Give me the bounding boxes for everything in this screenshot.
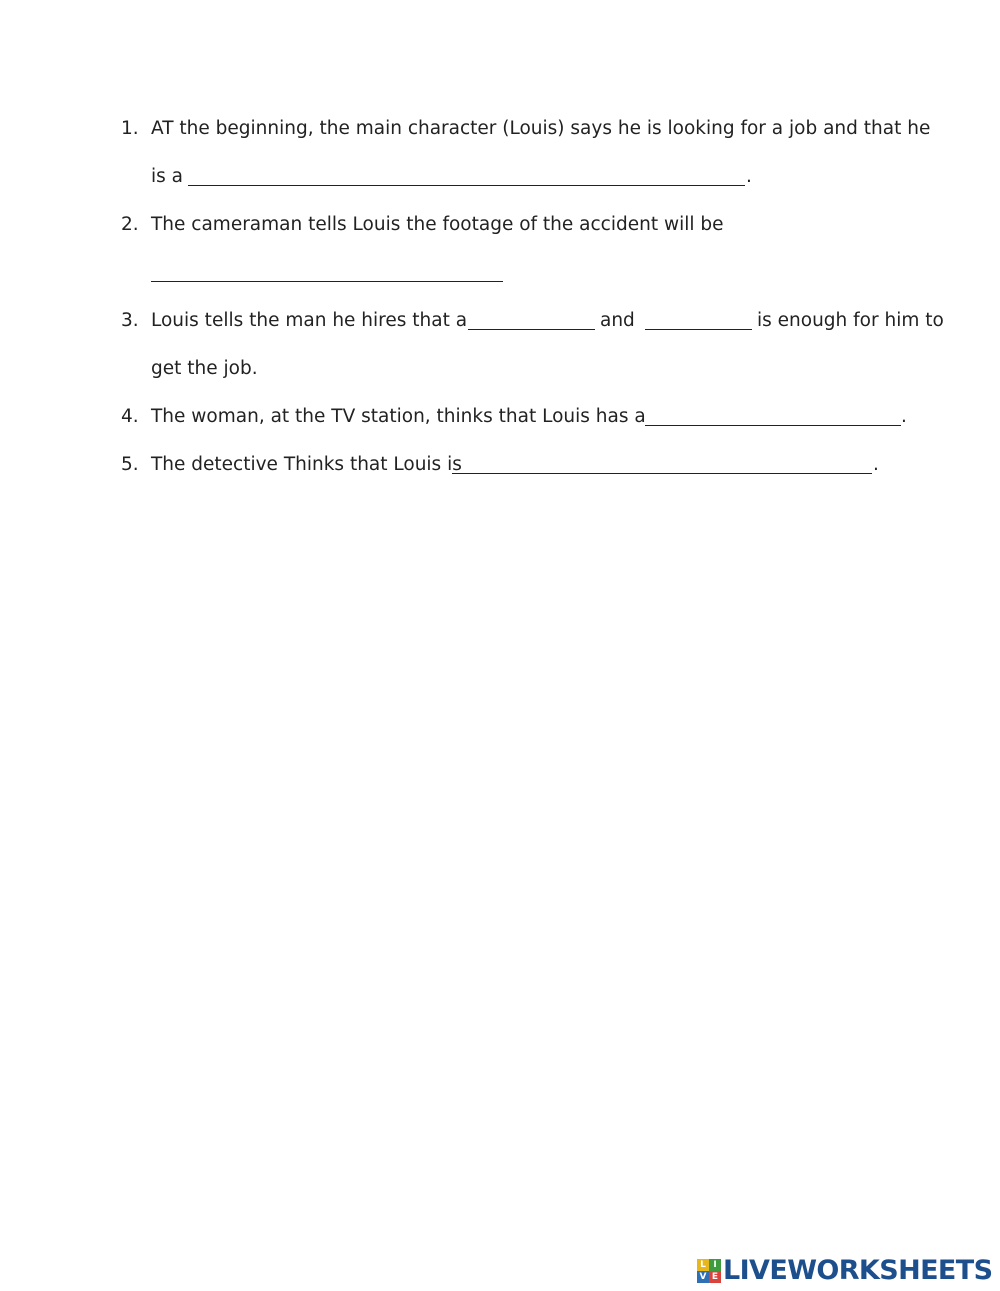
question-text-suffix: . — [746, 166, 752, 187]
logo-cell-v: V — [697, 1271, 709, 1283]
question-5 — [0, 453, 1000, 493]
liveworksheets-logo — [697, 1254, 993, 1288]
answer-input-4[interactable] — [645, 399, 901, 427]
question-number: 2. — [121, 214, 139, 235]
question-2 — [0, 213, 1000, 253]
question-text: The cameraman tells Louis the footage of the accident will be — [151, 214, 724, 235]
question-text: The woman, at the TV station, thinks that Louis has a — [151, 406, 646, 427]
answer-input-3a[interactable] — [468, 303, 595, 331]
question-text-continued: get the job. — [151, 358, 258, 379]
answer-input-2[interactable] — [151, 255, 503, 283]
logo-cell-l: L — [697, 1259, 709, 1271]
logo-cell-e: E — [709, 1271, 721, 1283]
question-text-part-1: Louis tells the man he hires that a — [151, 310, 468, 331]
question-text: AT the beginning, the main character (Louis) says he is looking for a job and that he — [151, 118, 931, 139]
question-text-suffix: . — [873, 454, 879, 475]
question-number: 3. — [121, 310, 139, 331]
answer-input-3b[interactable] — [645, 303, 752, 331]
answer-input-5[interactable] — [452, 447, 872, 475]
logo-cell-i: I — [709, 1259, 721, 1271]
question-4 — [0, 405, 1000, 445]
question-3-line-2 — [0, 357, 1000, 397]
question-3 — [0, 309, 1000, 349]
question-number: 1. — [121, 118, 139, 139]
question-text-suffix: . — [901, 406, 907, 427]
question-text-part-3: is enough for him to — [757, 310, 944, 331]
question-2-line-2 — [0, 261, 1000, 301]
question-text: The detective Thinks that Louis is — [151, 454, 462, 475]
question-text-prefix: is a — [151, 166, 183, 187]
question-number: 4. — [121, 406, 139, 427]
logo-wordmark: LIVEWORKSHEETS — [723, 1255, 993, 1286]
question-text-part-2: and — [600, 310, 635, 331]
question-1-line-2 — [0, 165, 1000, 205]
answer-input-1[interactable] — [188, 159, 745, 187]
question-1 — [0, 117, 1000, 157]
logo-mark — [697, 1259, 721, 1283]
question-number: 5. — [121, 454, 139, 475]
